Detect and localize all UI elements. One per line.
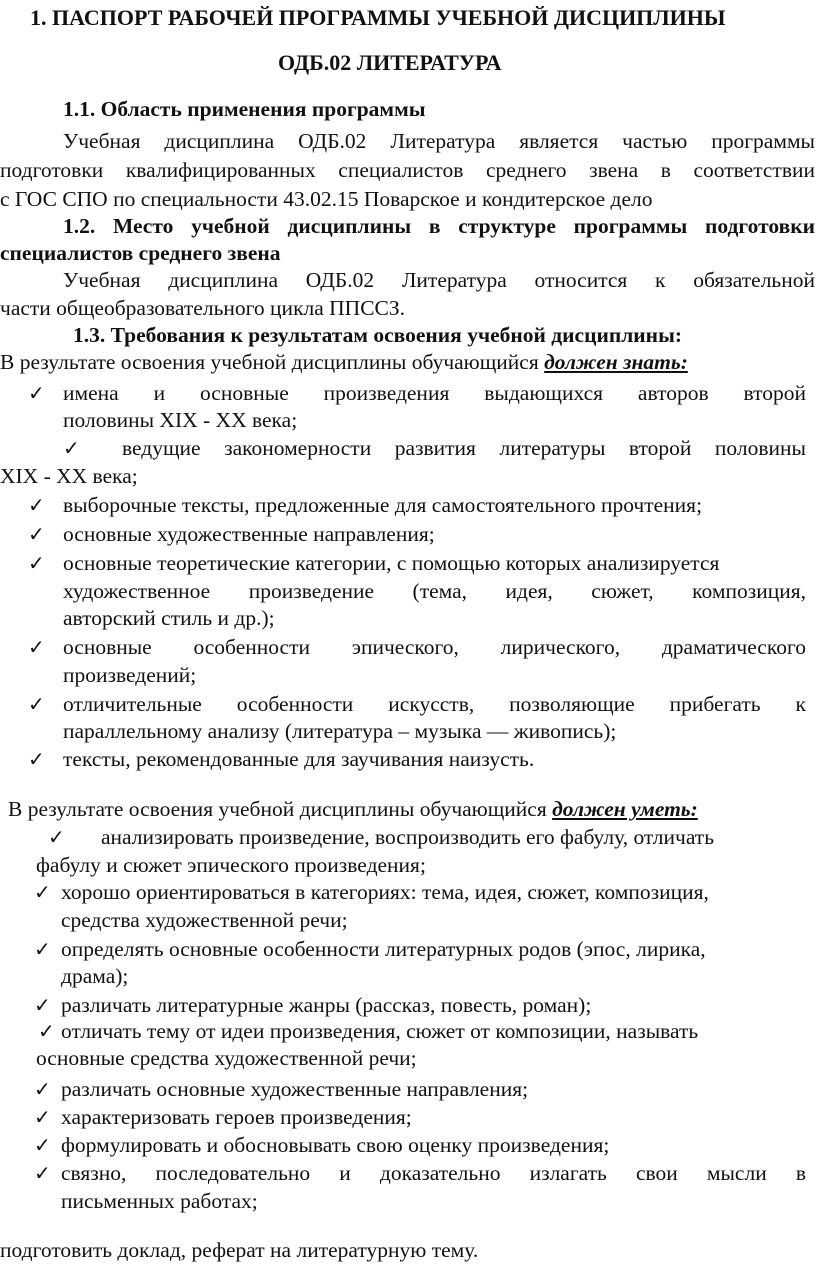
can-intro-text: В результате освоения учебной дисциплины обучающийся [8, 797, 547, 821]
list-item-cont: основные средства художественной речи; [36, 1046, 417, 1070]
check-icon: ✓ [28, 493, 45, 517]
check-icon: ✓ [34, 1133, 51, 1157]
list-item: отличительные особенности искусств, позволяющие прибегать к [63, 692, 806, 716]
check-icon: ✓ [28, 551, 45, 575]
list-item: формулировать и обосновывать свою оценку произведения; [61, 1133, 610, 1157]
list-item-cont: XIX - XX века; [0, 464, 138, 488]
section-1-1-line: подготовки квалифицированных специалистов среднего звена в соответствии [0, 158, 815, 182]
check-icon: ✓ [28, 381, 45, 405]
section-1-1-heading: 1.1. Область применения программы [63, 97, 426, 121]
can-emphasis: должен уметь: [552, 797, 698, 821]
section-1-2-heading: 1.2. Место учебной дисциплины в структуре программы подготовки [63, 214, 815, 238]
check-icon: ✓ [48, 825, 65, 849]
list-item: различать основные художественные направления; [61, 1077, 529, 1101]
list-item: различать литературные жанры (рассказ, повесть, роман); [61, 993, 592, 1017]
list-item-cont: художественное произведение (тема, идея, сюжет, композиция, [63, 579, 806, 603]
list-item: основные теоретические категории, с помощью которых анализируется [63, 551, 720, 575]
can-intro [8, 795, 698, 823]
list-item: имена и основные произведения выдающихся авторов второй [63, 381, 806, 405]
check-icon: ✓ [28, 747, 45, 771]
final-line: подготовить доклад, реферат на литературную тему. [0, 1238, 479, 1262]
list-item: основные художественные направления; [63, 522, 435, 546]
list-item: анализировать произведение, воспроизводить его фабулу, отличать [101, 825, 715, 849]
list-item: тексты, рекомендованные для заучивания наизусть. [63, 747, 535, 771]
section-1-1-line: Учебная дисциплина ОДБ.02 Литература является частью программы [63, 129, 815, 153]
list-item-cont: средства художественной речи; [61, 908, 348, 932]
know-intro [0, 348, 688, 376]
check-icon: ✓ [28, 692, 45, 716]
check-icon: ✓ [34, 1077, 51, 1101]
document-title: 1. ПАСПОРТ РАБОЧЕЙ ПРОГРАММЫ УЧЕБНОЙ ДИСЦИПЛИНЫ [30, 5, 726, 30]
list-item-cont: драма); [61, 964, 129, 988]
section-1-2-line: части общеобразовательного цикла ППССЗ. [0, 296, 406, 320]
check-icon: ✓ [28, 522, 45, 546]
list-item-cont: параллельному анализу (литература – музыка — живопись); [63, 719, 617, 743]
section-1-2-line: Учебная дисциплина ОДБ.02 Литература относится к обязательной [63, 268, 815, 292]
know-emphasis: должен знать: [544, 350, 688, 374]
check-icon: ✓ [38, 1019, 55, 1043]
list-item: связно, последовательно и доказательно излагать свои мысли в [61, 1161, 806, 1185]
check-icon: ✓ [28, 635, 45, 659]
list-item: хорошо ориентироваться в категориях: тема, идея, сюжет, композиция, [61, 880, 709, 904]
know-intro-text: В результате освоения учебной дисциплины обучающийся [0, 350, 539, 374]
list-item: отличать тему от идеи произведения, сюжет от композиции, называть [61, 1019, 699, 1043]
check-icon: ✓ [34, 880, 51, 904]
check-icon: ✓ [34, 993, 51, 1017]
list-item: выборочные тексты, предложенные для самостоятельного прочтения; [63, 493, 703, 517]
list-item: характеризовать героев произведения; [61, 1105, 412, 1129]
list-item: ведущие закономерности развития литературы второй половины [122, 436, 806, 460]
section-1-3-heading: 1.3. Требования к результатам освоения учебной дисциплины: [73, 323, 683, 347]
list-item: основные особенности эпического, лирического, драматического [63, 635, 806, 659]
section-1-1-line: с ГОС СПО по специальности 43.02.15 Поварское и кондитерское дело [0, 187, 653, 211]
check-icon: ✓ [34, 1105, 51, 1129]
list-item-cont: письменных работах; [61, 1189, 258, 1213]
list-item-cont: авторский стиль и др.); [63, 606, 275, 630]
list-item: определять основные особенности литературных родов (эпос, лирика, [61, 937, 706, 961]
check-icon: ✓ [63, 436, 80, 460]
list-item-cont: произведений; [63, 663, 197, 687]
list-item-cont: половины XIX - XX века; [63, 408, 298, 432]
check-icon: ✓ [34, 1161, 51, 1185]
section-1-2-heading-cont: специалистов среднего звена [0, 241, 281, 265]
document-subtitle: ОДБ.02 ЛИТЕРАТУРА [278, 50, 502, 75]
list-item-cont: фабулу и сюжет эпического произведения; [36, 853, 426, 877]
check-icon: ✓ [34, 937, 51, 961]
